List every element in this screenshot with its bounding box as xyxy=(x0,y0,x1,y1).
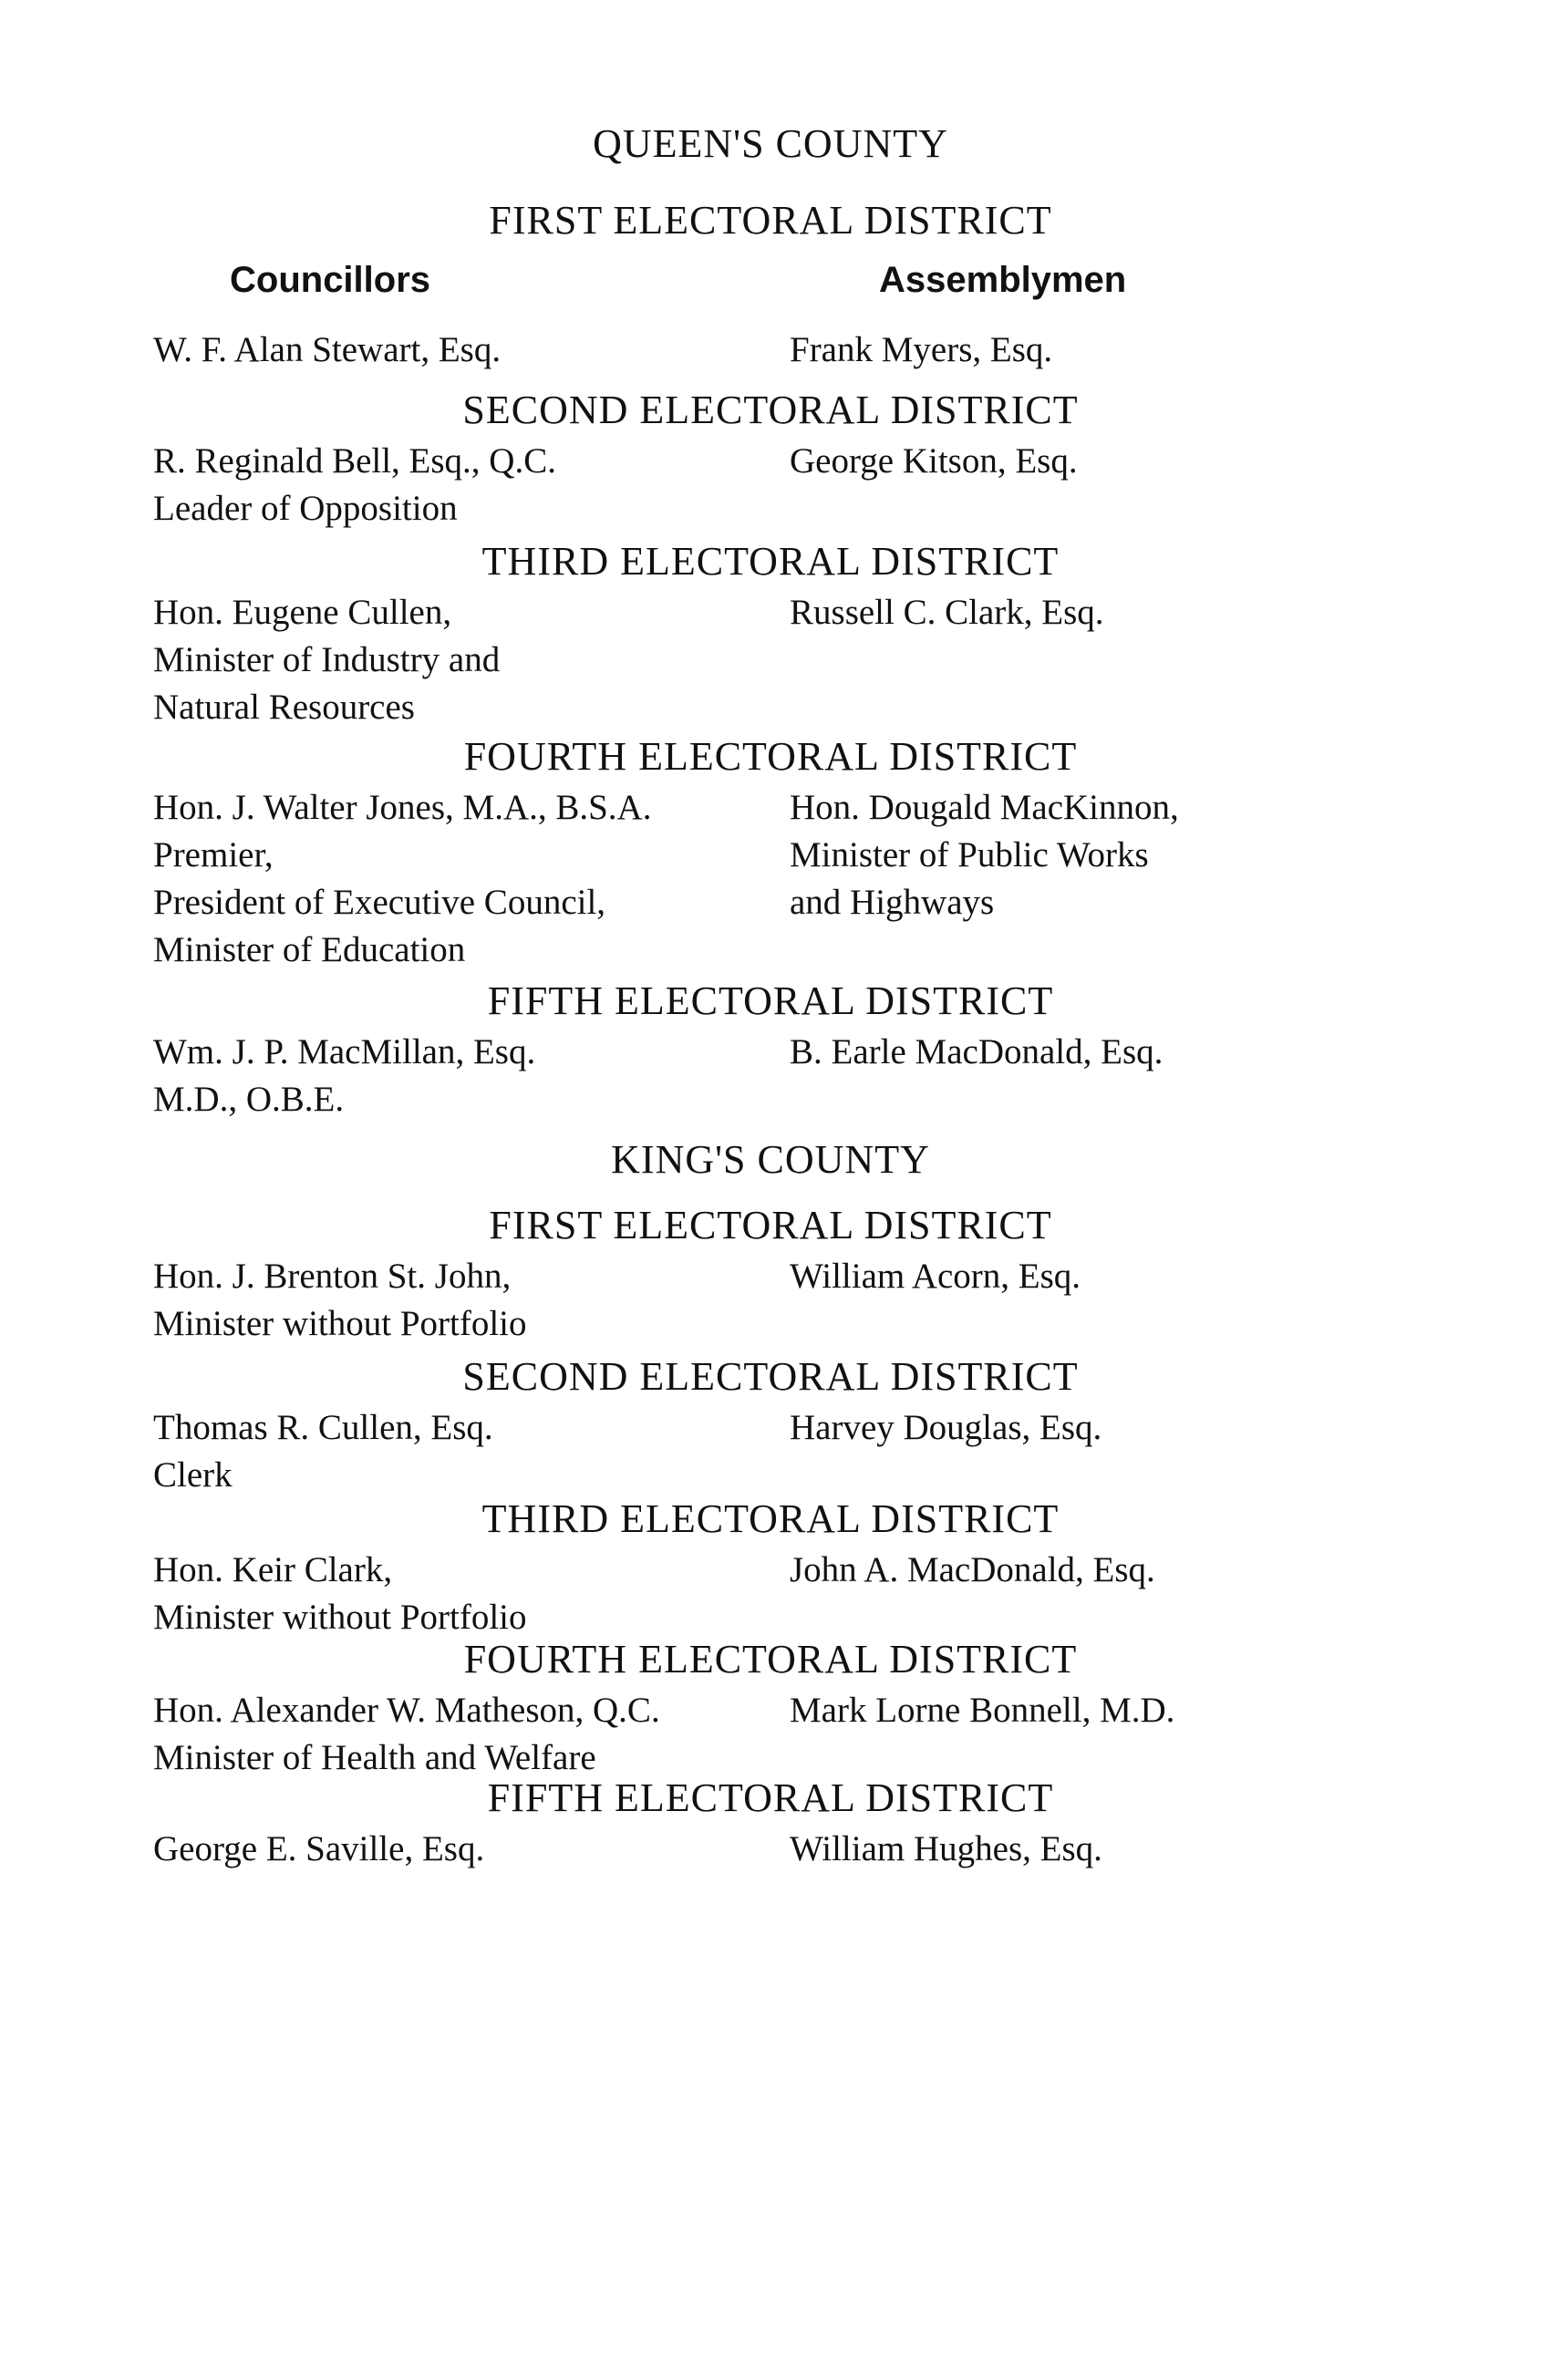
district-title: FIRST ELECTORAL DISTRICT xyxy=(489,198,1052,243)
assemblyman-line: Minister of Public Works xyxy=(790,835,1149,874)
councillor-entry xyxy=(153,438,773,533)
councillor-line: Hon. Alexander W. Matheson, Q.C. xyxy=(153,1691,660,1730)
councillor-line: Leader of Opposition xyxy=(153,489,458,528)
assemblyman-line: George Kitson, Esq. xyxy=(790,441,1078,481)
councillor-entry xyxy=(153,784,773,974)
district-title: THIRD ELECTORAL DISTRICT xyxy=(481,1496,1060,1541)
assemblyman-entry xyxy=(790,784,1446,926)
councillor-entry xyxy=(153,1404,773,1499)
assemblyman-line: Frank Myers, Esq. xyxy=(790,330,1053,369)
assemblyman-entry xyxy=(790,1547,1446,1594)
councillor-entry xyxy=(153,1826,773,1873)
assemblyman-entry xyxy=(790,326,1446,374)
councillor-line: Minister without Portfolio xyxy=(153,1304,527,1343)
councillor-line: President of Executive Council, xyxy=(153,883,606,922)
councillor-entry xyxy=(153,1253,773,1348)
councillor-line: Hon. Keir Clark, xyxy=(153,1550,393,1589)
assemblyman-line: and Highways xyxy=(790,883,995,922)
assemblyman-line: Harvey Douglas, Esq. xyxy=(790,1408,1102,1447)
assemblyman-line: B. Earle MacDonald, Esq. xyxy=(790,1032,1164,1071)
councillor-entry xyxy=(153,1687,773,1782)
councillor-line: Hon. J. Brenton St. John, xyxy=(153,1257,512,1296)
councillor-line: Hon. J. Walter Jones, M.A., B.S.A. xyxy=(153,788,652,827)
district-title: FIRST ELECTORAL DISTRICT xyxy=(489,1203,1052,1247)
councillor-line: Hon. Eugene Cullen, xyxy=(153,593,452,632)
assemblyman-line: William Acorn, Esq. xyxy=(790,1257,1081,1296)
district-title: FOURTH ELECTORAL DISTRICT xyxy=(463,734,1078,779)
district-title: FIFTH ELECTORAL DISTRICT xyxy=(487,978,1054,1023)
assemblyman-entry xyxy=(790,1029,1446,1076)
assemblyman-line: William Hughes, Esq. xyxy=(790,1829,1102,1868)
district-title: SECOND ELECTORAL DISTRICT xyxy=(462,1354,1079,1399)
assemblyman-entry xyxy=(790,1826,1446,1873)
queens-county-title: QUEEN'S COUNTY xyxy=(593,121,948,166)
district-title: FOURTH ELECTORAL DISTRICT xyxy=(463,1637,1078,1682)
councillor-line: George E. Saville, Esq. xyxy=(153,1829,485,1868)
councillor-line: W. F. Alan Stewart, Esq. xyxy=(153,330,502,369)
councillor-entry xyxy=(153,1547,773,1641)
assemblyman-entry xyxy=(790,589,1446,636)
councillor-line: Minister of Health and Welfare xyxy=(153,1738,596,1777)
assemblyman-line: John A. MacDonald, Esq. xyxy=(790,1550,1155,1589)
councillor-line: Premier, xyxy=(153,835,274,874)
councillor-line: Minister of Education xyxy=(153,930,466,969)
assemblyman-line: Russell C. Clark, Esq. xyxy=(790,593,1104,632)
councillors-header: Councillors xyxy=(230,260,431,300)
assemblyman-entry xyxy=(790,438,1446,485)
councillor-line: Wm. J. P. MacMillan, Esq. xyxy=(153,1032,536,1071)
councillor-line: R. Reginald Bell, Esq., Q.C. xyxy=(153,441,556,481)
assemblyman-entry xyxy=(790,1687,1446,1734)
district-title: FIFTH ELECTORAL DISTRICT xyxy=(487,1775,1054,1820)
assemblyman-entry xyxy=(790,1404,1446,1452)
assemblyman-line: Hon. Dougald MacKinnon, xyxy=(790,788,1179,827)
councillor-entry xyxy=(153,589,773,731)
councillor-line: Minister of Industry and xyxy=(153,640,501,679)
councillor-line: Clerk xyxy=(153,1455,233,1495)
assemblyman-entry xyxy=(790,1253,1446,1300)
assemblymen-header: Assemblymen xyxy=(879,260,1127,300)
councillor-line: Thomas R. Cullen, Esq. xyxy=(153,1408,493,1447)
district-title: THIRD ELECTORAL DISTRICT xyxy=(481,539,1060,584)
councillor-line: Natural Resources xyxy=(153,688,415,727)
councillor-line: M.D., O.B.E. xyxy=(153,1080,345,1119)
councillor-entry xyxy=(153,326,773,374)
district-title: SECOND ELECTORAL DISTRICT xyxy=(462,388,1079,432)
councillor-entry xyxy=(153,1029,773,1123)
councillor-line: Minister without Portfolio xyxy=(153,1598,527,1637)
assemblyman-line: Mark Lorne Bonnell, M.D. xyxy=(790,1691,1175,1730)
kings-county-title: KING'S COUNTY xyxy=(611,1137,930,1182)
